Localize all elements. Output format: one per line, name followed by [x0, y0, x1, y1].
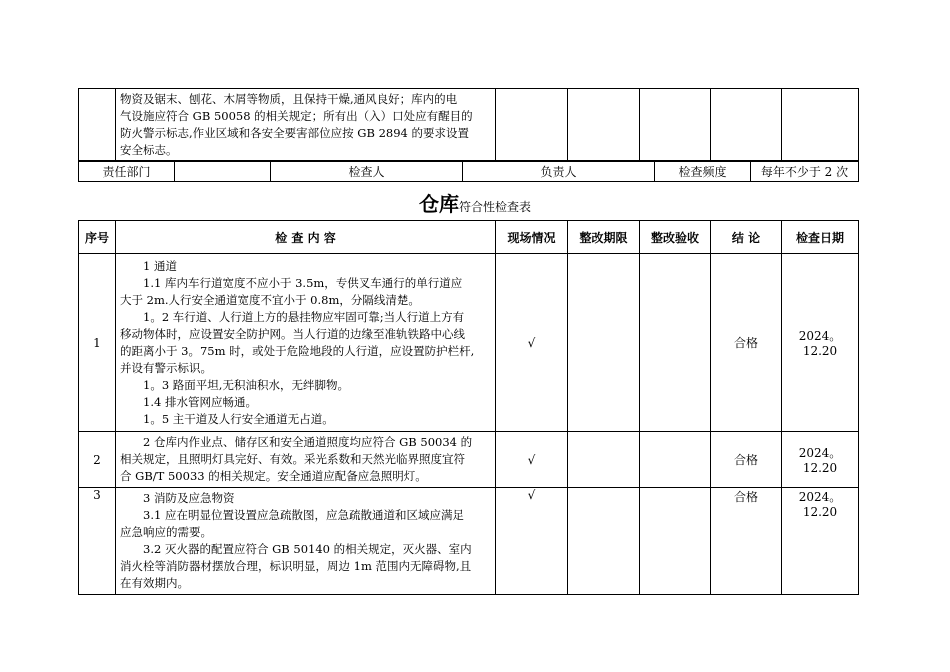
conclusion-cell	[711, 89, 782, 162]
row-number: 1	[79, 254, 116, 432]
row-date: 2024。12.20	[782, 488, 859, 595]
content-line: 1 通道	[143, 258, 177, 273]
row-acceptance	[640, 488, 711, 595]
date-cell	[782, 89, 859, 162]
content-line: 在有效期内。	[120, 576, 189, 590]
row-content	[116, 488, 496, 595]
content-line: 3.1 应在明显位置设置应急疏散图，应急疏散通道和区域应满足	[143, 508, 464, 522]
content-line: 1.4 排水管网应畅通。	[143, 394, 257, 409]
header-conclusion: 结 论	[711, 221, 782, 254]
content-line: 合 GB/T 50033 的相关规定。安全通道应配备应急照明灯。	[120, 469, 427, 483]
row-number: 3	[79, 488, 116, 595]
row-deadline	[568, 432, 640, 488]
content-line: 1。3 路面平坦,无积油积水，无绊脚物。	[143, 377, 349, 392]
content-line: 3 消防及应急物资	[143, 491, 235, 505]
header-acceptance: 整改验收	[640, 221, 711, 254]
frequency-label: 检查频度	[655, 161, 751, 182]
header-no: 序号	[79, 221, 116, 254]
continuation-table	[78, 88, 859, 162]
header-status: 现场情况	[496, 221, 568, 254]
row-status: √	[496, 432, 568, 488]
status-cell	[496, 89, 568, 162]
dept-label: 责任部门	[79, 161, 175, 182]
header-date: 检查日期	[782, 221, 859, 254]
content-line: 消火栓等消防器材摆放合理，标识明显，周边 1m 范围内无障碍物,且	[120, 559, 472, 573]
row-deadline	[568, 254, 640, 432]
row-status: √	[496, 488, 568, 595]
row-acceptance	[640, 254, 711, 432]
content-line: 的距离小于 3。75m 时，或处于危险地段的人行道，应设置防护栏杆,	[120, 343, 475, 358]
content-line: 防火警示标志,作业区域和各安全要害部位应按 GB 2894 的要求设置	[120, 126, 470, 140]
content-line: 大于 2m.人行安全通道宽度不宜小于 0.8m，分隔线清楚。	[120, 292, 420, 307]
header-deadline: 整改期限	[568, 221, 640, 254]
row-number: 2	[79, 432, 116, 488]
row-date: 2024。12.20	[782, 254, 859, 432]
content-line: 1。5 主干道及人行安全通道无占道。	[143, 411, 334, 426]
content-line: 气设施应符合 GB 50058 的相关规定；所有出（入）口处应有醒目的	[120, 109, 473, 123]
continuation-content-cell	[116, 89, 496, 162]
table-row	[79, 254, 859, 432]
responsible-label: 负责人	[463, 161, 655, 182]
row-conclusion: 合格	[711, 432, 782, 488]
acceptance-cell	[640, 89, 711, 162]
signature-footer	[78, 160, 859, 182]
content-line: 物资及锯末、刨花、木屑等物质，且保持干燥,通风良好；库内的电	[120, 92, 458, 106]
content-line: 相关规定，且照明灯具完好、有效。采光系数和天然光临界照度宜符	[120, 452, 465, 466]
row-date: 2024。12.20	[782, 432, 859, 488]
header-content: 检 查 内 容	[116, 221, 496, 254]
row-status: √	[496, 254, 568, 432]
content-line: 1.1 库内车行道宽度不应小于 3.5m，专供叉车通行的单行道应	[143, 275, 463, 290]
content-line: 并设有警示标识。	[120, 360, 212, 375]
table-row	[79, 488, 859, 595]
row-conclusion: 合格	[711, 488, 782, 595]
content-line: 应急响应的需要。	[120, 525, 212, 539]
row-conclusion: 合格	[711, 254, 782, 432]
deadline-cell	[568, 89, 640, 162]
content-line: 1。2 车行道、人行道上方的悬挂物应牢固可靠;当人行道上方有	[143, 309, 465, 324]
row-content	[116, 432, 496, 488]
continuation-no-cell	[79, 89, 116, 162]
document-title	[0, 188, 950, 217]
title-suffix: 符合性检查表	[458, 200, 531, 214]
row-content	[116, 254, 496, 432]
dept-value[interactable]	[175, 161, 271, 182]
frequency-value: 每年不少于 2 次	[751, 161, 859, 182]
inspector-label: 检查人	[271, 161, 463, 182]
content-line: 移动物体时，应设置安全防护网。当人行道的边缘至准轨铁路中心线	[120, 326, 465, 341]
content-line: 安全标志。	[120, 143, 178, 157]
continuation-row	[79, 89, 859, 162]
inspection-table	[78, 220, 859, 595]
row-acceptance	[640, 432, 711, 488]
table-header-row	[79, 221, 859, 254]
title-main: 仓库	[418, 192, 459, 216]
row-deadline	[568, 488, 640, 595]
content-line: 2 仓库内作业点、储存区和安全通道照度均应符合 GB 50034 的	[143, 435, 473, 449]
content-line: 3.2 灭火器的配置应符合 GB 50140 的相关规定，灭火器、室内	[143, 542, 472, 556]
table-row	[79, 432, 859, 488]
